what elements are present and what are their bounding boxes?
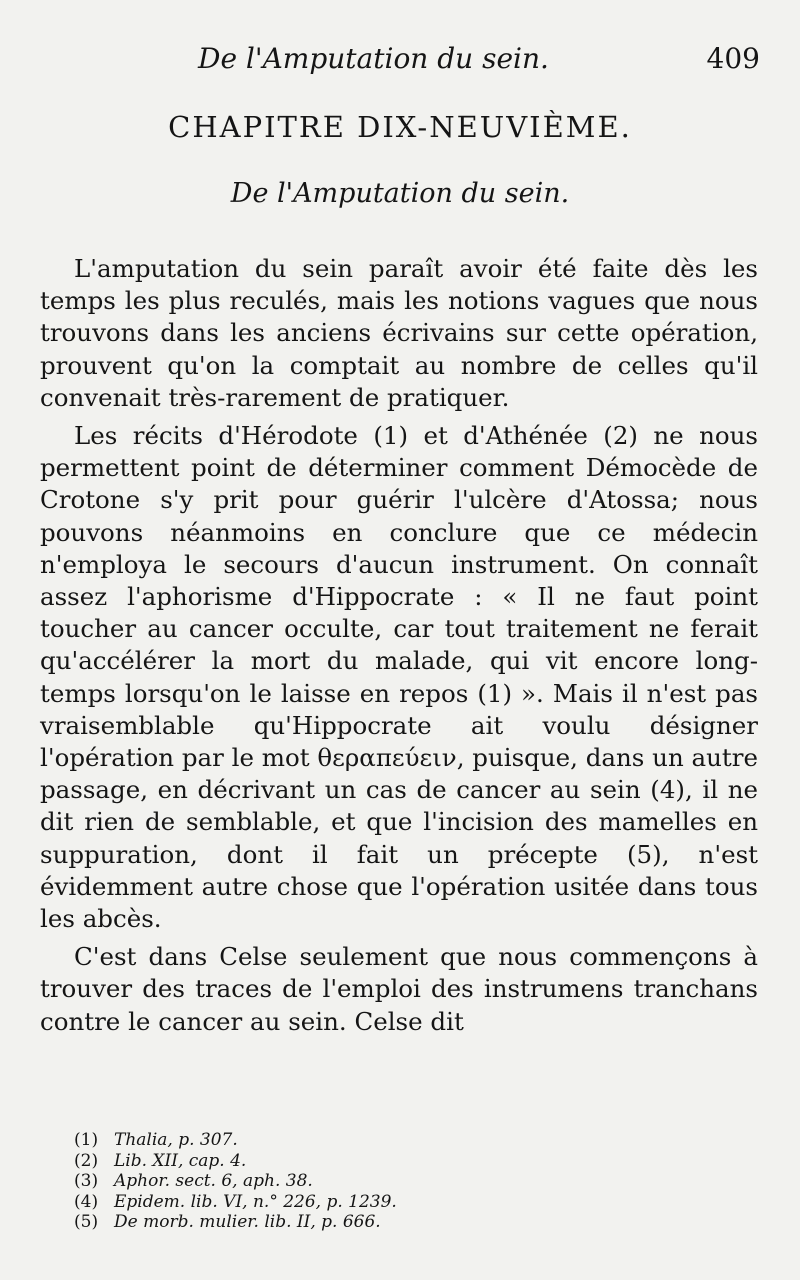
- footnote-text: Thalia, p. 307.: [114, 1130, 238, 1150]
- paragraph: C'est dans Celse seulement que nous commençons à trouver des traces de l'emploi des instrumens tranchans contre le cancer au sein. Celse dit: [40, 942, 758, 1036]
- running-title: De l'Amputation du sein.: [198, 42, 549, 75]
- footnote-text: Lib. XII, cap. 4.: [114, 1150, 247, 1171]
- page-number: 409: [706, 42, 760, 75]
- running-head: [40, 34, 760, 78]
- footnote: [74, 1192, 674, 1213]
- section-title: De l'Amputation du sein.: [230, 178, 570, 209]
- footnote-text: Epidem. lib. VI, n.° 226, p. 1239.: [114, 1191, 397, 1212]
- footnote-text: Aphor. sect. 6, aph. 38.: [114, 1171, 313, 1191]
- paragraph: Les récits d'Hérodote (1) et d'Athénée (2) ne nous permettent point de déterminer comment Démocède de Crotone s'y prit pour guérir l'ulcère d'Atossa; nous pouvons néanmoins en conclure que ce médecin n'employa le secours d'aucun instrument. On connaît assez l'aphorisme d'Hippocrate : « Il ne faut point toucher au cancer occulte, car tout traitement ne ferait qu'accélérer la mort du malade, qui vit encore long-temps lorsqu'on le laisse en repos (1) ». Mais il n'est pas vraisemblable qu'Hippocrate ait voulu désigner l'opération par le mot θεραπεύειν, puisque, dans un autre passage, en décrivant un cas de cancer au sein (4), il ne dit rien de semblable, et que l'incision des mamelles en suppuration, dont il fait un précepte (5), n'est évidemment autre chose que l'opération usitée dans tous les abcès.: [40, 421, 758, 934]
- footnote: [74, 1130, 674, 1151]
- chapter-title: CHAPITRE DIX-NEUVIÈME.: [168, 110, 632, 144]
- footnote: [74, 1212, 674, 1233]
- footnote-mark: (3): [74, 1171, 99, 1191]
- footnote: [74, 1151, 674, 1172]
- body-text: [40, 253, 758, 1038]
- footnote-mark: (1): [74, 1130, 99, 1150]
- footnote-text: De morb. mulier. lib. II, p. 666.: [114, 1212, 381, 1232]
- paragraph: L'amputation du sein paraît avoir été faite dès les temps les plus reculés, mais les notions vagues que nous trouvons dans les anciens écrivains sur cette opération, prouvent qu'on la comptait au nombre de celles qu'il convenait très-rarement de pratiquer.: [40, 254, 758, 412]
- footnotes: [74, 1130, 674, 1233]
- footnote-mark: (2): [74, 1150, 99, 1171]
- footnote-mark: (4): [74, 1191, 99, 1212]
- footnote-mark: (5): [74, 1212, 99, 1232]
- footnote: [74, 1171, 674, 1192]
